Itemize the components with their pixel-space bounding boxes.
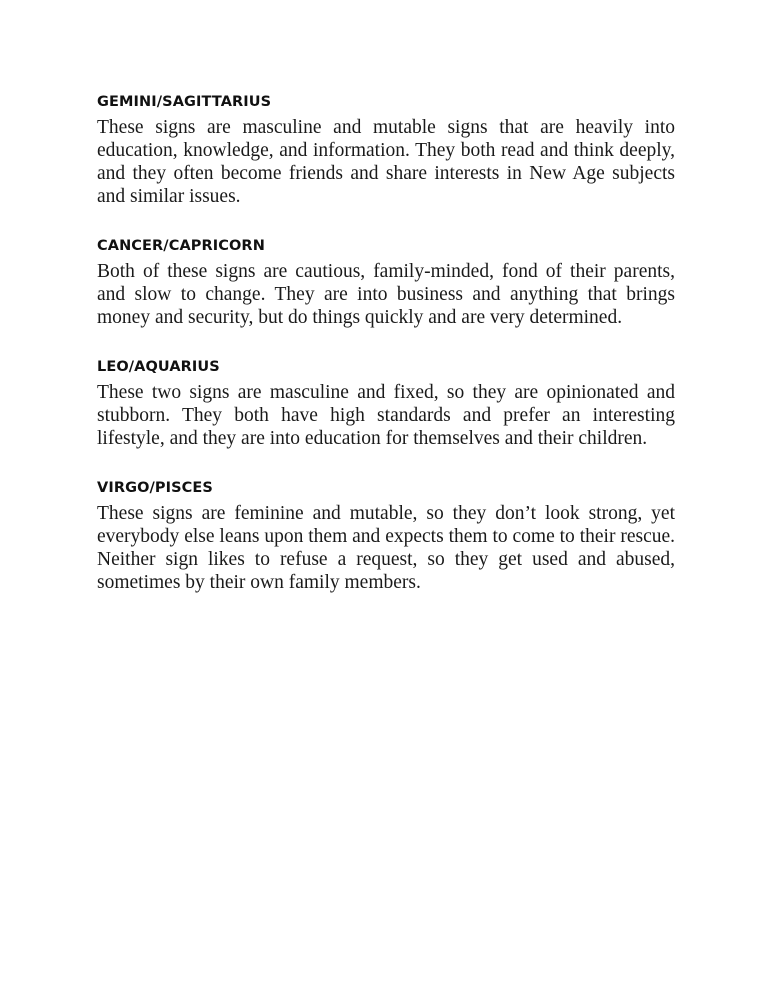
section-heading: LEO/AQUARIUS: [97, 359, 220, 375]
document-page: [97, 92, 675, 622]
section-gemini-sagittarius: [97, 92, 675, 208]
section-paragraph: Both of these signs are cautious, family-minded, fond of their parents, and slow to change. They are into business and anything that brings money and security, but do things quickly and are very determined.: [97, 261, 675, 328]
section-paragraph: These two signs are masculine and fixed, so they are opinionated and stubborn. They both have high standards and prefer an interesting lifestyle, and they are into education for themselves and their children.: [97, 382, 675, 449]
section-paragraph: These signs are masculine and mutable signs that are heavily into education, knowledge, and information. They both read and think deeply, and they often become friends and share interests in New Age subjects and similar issues.: [97, 117, 675, 207]
section-heading: GEMINI/SAGITTARIUS: [97, 94, 272, 110]
section-leo-aquarius: [97, 357, 675, 450]
section-heading: CANCER/CAPRICORN: [97, 238, 265, 254]
section-paragraph: These signs are feminine and mutable, so they don’t look strong, yet everybody else leans upon them and expects them to come to their rescue. Neither sign likes to refuse a request, so they get used and abused, sometimes by their own family members.: [97, 503, 675, 593]
section-heading: VIRGO/PISCES: [97, 480, 213, 496]
section-virgo-pisces: [97, 478, 675, 594]
section-cancer-capricorn: [97, 236, 675, 329]
